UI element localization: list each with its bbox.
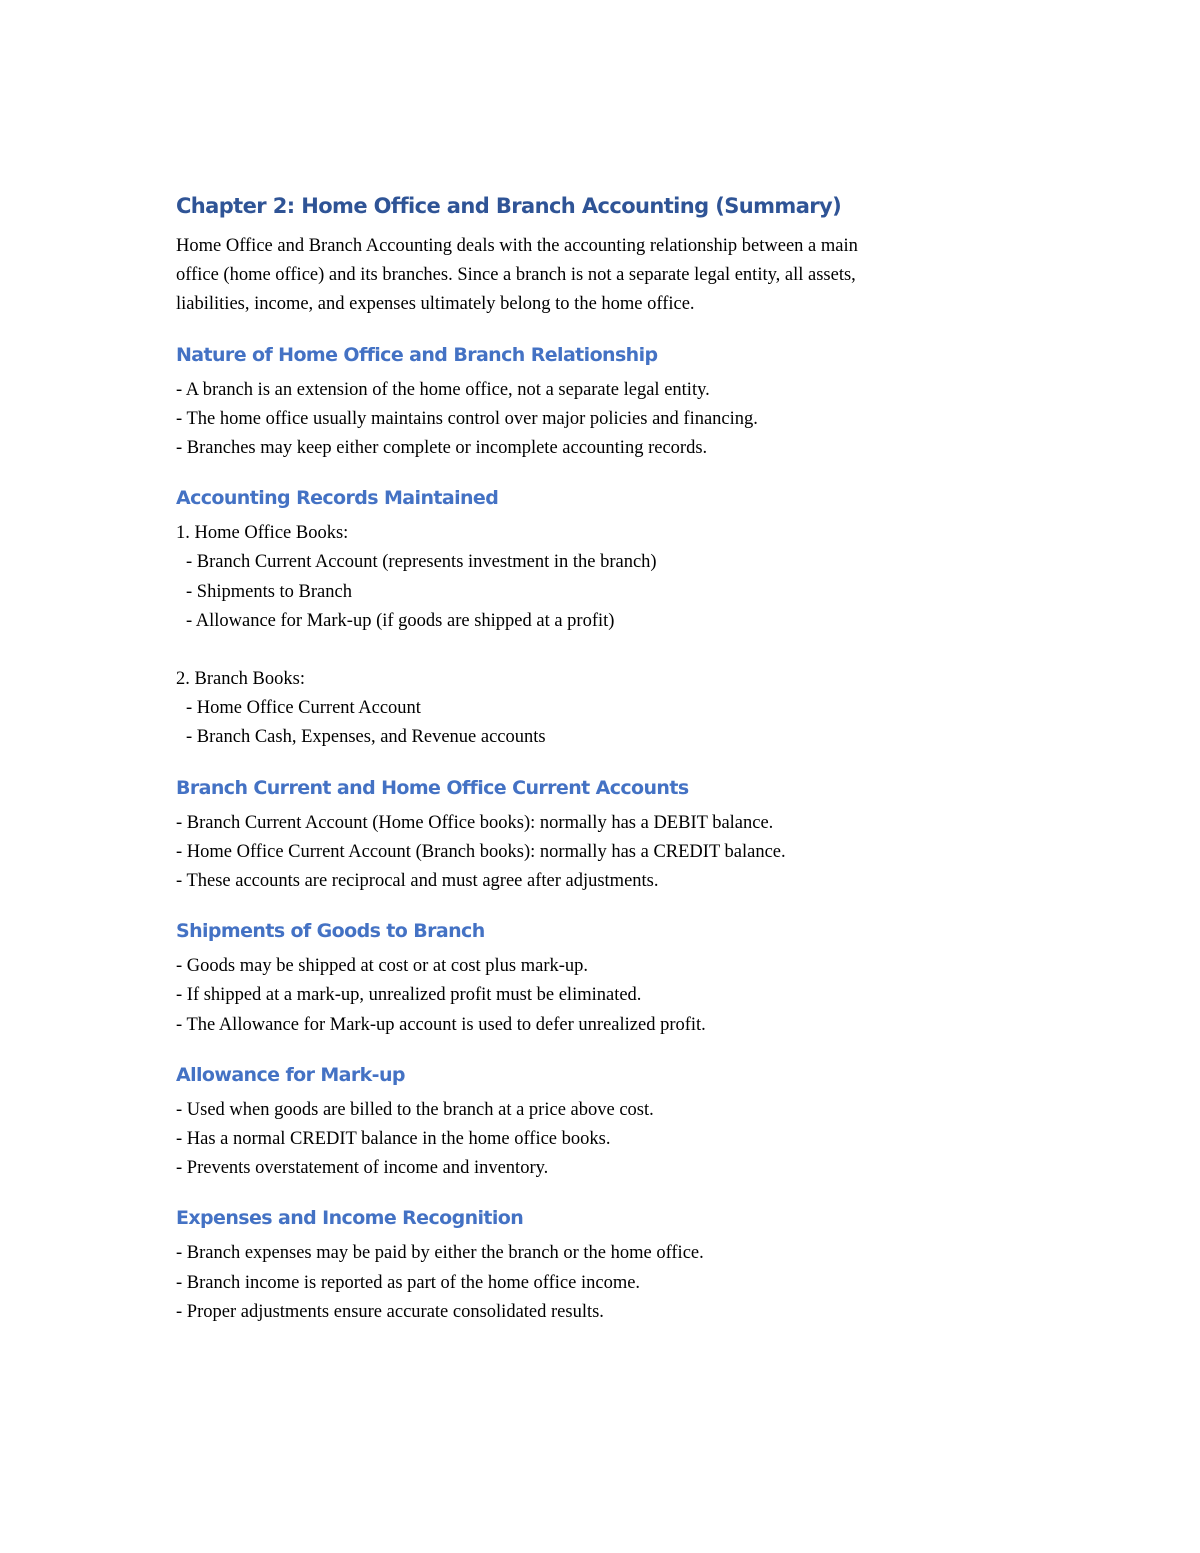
section-nature-list xyxy=(176,376,1056,464)
list-item: - Prevents overstatement of income and inventory. xyxy=(176,1158,549,1179)
blank-line xyxy=(176,636,1056,665)
section-heading-shipments: Shipments of Goods to Branch xyxy=(176,920,485,943)
branch-books-label: 2. Branch Books: xyxy=(176,669,305,690)
section-allowance-list xyxy=(176,1096,1056,1184)
intro-line: Home Office and Branch Accounting deals with the accounting relationship between a main xyxy=(176,236,858,256)
list-item: - Branch Current Account (represents investment in the branch) xyxy=(186,552,657,573)
list-item: - Used when goods are billed to the branch at a price above cost. xyxy=(176,1099,654,1120)
list-item: - Shipments to Branch xyxy=(186,581,352,602)
list-item: - These accounts are reciprocal and must agree after adjustments. xyxy=(176,871,659,892)
list-item: - Allowance for Mark-up (if goods are shipped at a profit) xyxy=(186,610,615,631)
document-page xyxy=(176,190,1056,1327)
section-shipments-list xyxy=(176,952,1056,1040)
list-item: - Branch expenses may be paid by either the branch or the home office. xyxy=(176,1243,704,1264)
list-item: - Branch income is reported as part of the home office income. xyxy=(176,1272,641,1293)
list-item: - Home Office Current Account (Branch books): normally has a CREDIT balance. xyxy=(176,841,786,862)
intro-paragraph xyxy=(176,232,1056,320)
intro-line: office (home office) and its branches. Since a branch is not a separate legal entity, all assets, xyxy=(176,265,856,286)
home-office-books-label: 1. Home Office Books: xyxy=(176,523,349,544)
section-current-list xyxy=(176,809,1056,897)
list-item: - A branch is an extension of the home office, not a separate legal entity. xyxy=(176,379,710,400)
list-item: - The home office usually maintains control over major policies and financing. xyxy=(176,408,758,429)
list-item: - Goods may be shipped at cost or at cost plus mark-up. xyxy=(176,956,589,977)
section-heading-records: Accounting Records Maintained xyxy=(176,487,499,510)
section-expenses-list xyxy=(176,1239,1056,1327)
section-heading-allowance: Allowance for Mark-up xyxy=(176,1063,405,1086)
intro-line: liabilities, income, and expenses ultimately belong to the home office. xyxy=(176,294,695,315)
list-item: - Has a normal CREDIT balance in the home office books. xyxy=(176,1129,611,1150)
section-heading-expenses: Expenses and Income Recognition xyxy=(176,1207,524,1230)
list-item: - The Allowance for Mark-up account is used to defer unrealized profit. xyxy=(176,1014,706,1035)
section-heading-current-accounts: Branch Current and Home Office Current Accounts xyxy=(176,776,689,799)
list-item: - Branch Cash, Expenses, and Revenue accounts xyxy=(186,727,546,748)
document-title: Chapter 2: Home Office and Branch Accounting (Summary) xyxy=(176,194,842,218)
list-item: - Home Office Current Account xyxy=(186,698,421,719)
section-records-list xyxy=(176,519,1056,752)
section-heading-nature: Nature of Home Office and Branch Relationship xyxy=(176,343,658,366)
list-item: - Proper adjustments ensure accurate consolidated results. xyxy=(176,1301,604,1322)
list-item: - Branches may keep either complete or incomplete accounting records. xyxy=(176,438,708,459)
list-item: - If shipped at a mark-up, unrealized profit must be eliminated. xyxy=(176,985,642,1006)
list-item: - Branch Current Account (Home Office books): normally has a DEBIT balance. xyxy=(176,812,774,833)
